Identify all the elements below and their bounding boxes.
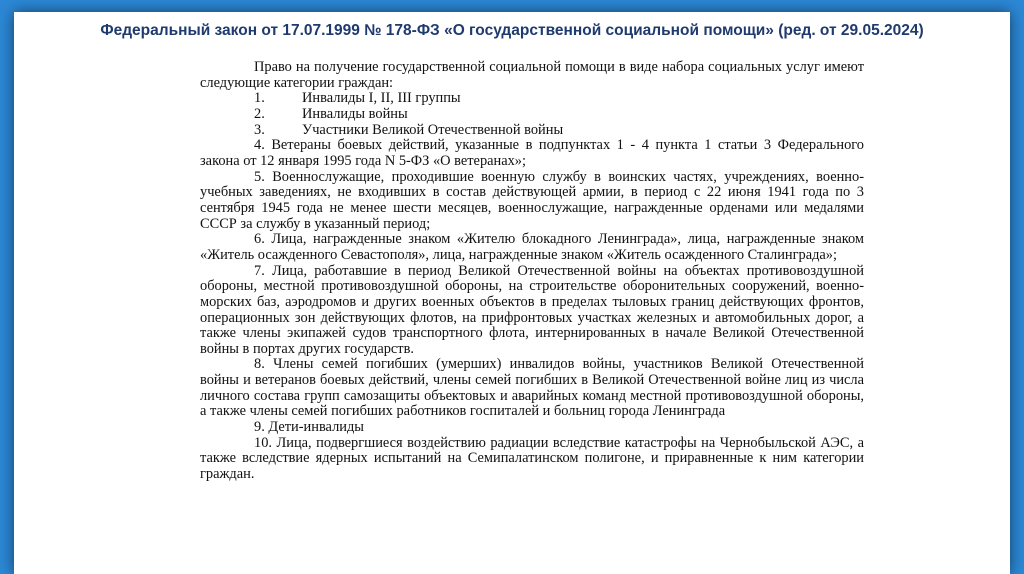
list-item-number: 3. — [254, 121, 265, 138]
list-item-number: 1. — [254, 90, 265, 107]
list-item-number: 2. — [254, 105, 265, 122]
list-item: 9. Дети-инвалиды — [254, 419, 364, 436]
document-text — [200, 60, 864, 483]
list-item — [200, 91, 864, 107]
list-item: 6. Лица, награжденные знаком «Жителю блокадного Ленинграда», лица, награжденные знаком «Житель осажденного Севастополя», лица, награжденные знаком «Житель осажденного Сталинграда»; — [200, 231, 864, 263]
intro-paragraph: Право на получение государственной социальной помощи в виде набора социальных услуг имеют следующие категории граждан: — [200, 59, 864, 91]
list-item-text: Инвалиды I, II, III группы — [302, 90, 461, 107]
list-item-text: Инвалиды войны — [302, 105, 408, 122]
list-item: 10. Лица, подвергшиеся воздействию радиации вследствие катастрофы на Чернобыльской АЭС, а также вследствие ядерных испытаний на Семипалатинском полигоне, и приравненные к ним категории граждан. — [200, 434, 864, 483]
list-item: 4. Ветераны боевых действий, указанные в подпунктах 1 - 4 пункта 1 статьи 3 Федерального закона от 12 января 1995 года N 5-ФЗ «О ветеранах»; — [200, 137, 864, 169]
list-item: 8. Члены семей погибших (умерших) инвалидов войны, участников Великой Отечественной войны и ветеранов боевых действий, члены семей погибших в Великой Отечественной войне лиц из числа личного состава групп самозащиты объектовых и аварийных команд местной противовоздушной обороны, а также члены семей погибших работников госпиталей и больниц города Ленинграда — [200, 356, 864, 420]
list-item: 7. Лица, работавшие в период Великой Отечественной войны на объектах противовоздушной обороны, местной противовоздушной обороны, на строительстве оборонительных сооружений, военно-морских баз, аэродромов и других военных объектов в пределах тыловых границ действующих фронтов, операционных зон действующих флотов, на прифронтовых участках железных и автомобильных дорог, а также члены экипажей судов транспортного флота, интернированных в начале Великой Отечественной войны в портах других государств. — [200, 262, 864, 357]
list-item — [200, 107, 864, 123]
list-item-text: Участники Великой Отечественной войны — [302, 121, 564, 138]
list-item — [200, 123, 864, 139]
slide-title: Федеральный закон от 17.07.1999 № 178-ФЗ «О государственной социальной помощи» (ред. от 29.05.2024) — [100, 22, 924, 39]
list-item: 5. Военнослужащие, проходившие военную службу в воинских частях, учреждениях, военно-учебных заведениях, не входивших в состав действующей армии, в период с 22 июня 1941 года по 3 сентября 1945 года не менее шести месяцев, военнослужащие, награжденные орденами или медалями СССР за службу в указанный период; — [200, 168, 864, 232]
